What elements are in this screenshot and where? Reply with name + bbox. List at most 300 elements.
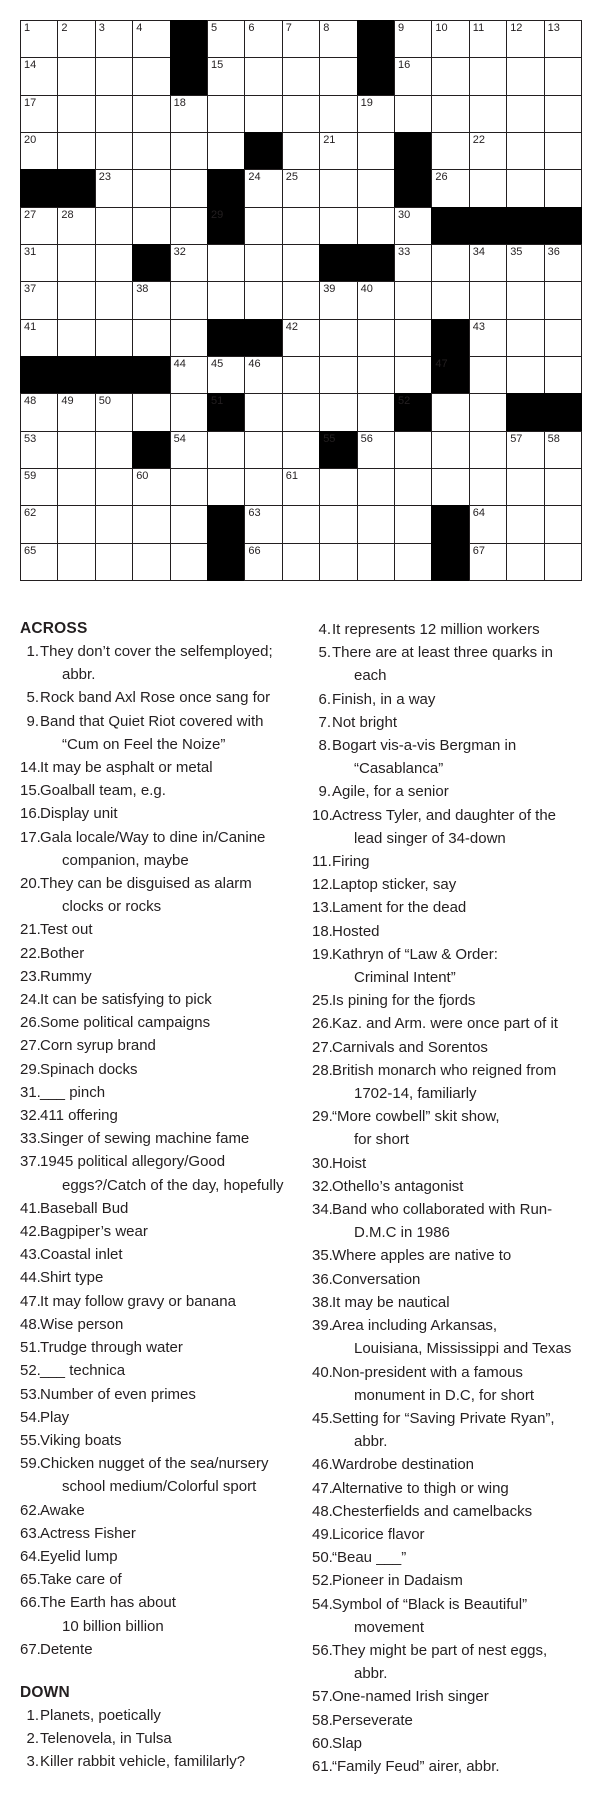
grid-cell[interactable] bbox=[95, 20, 133, 58]
grid-cell[interactable] bbox=[132, 20, 170, 58]
grid-cell[interactable] bbox=[319, 543, 357, 581]
cell-number: 57 bbox=[510, 432, 523, 445]
grid-cell[interactable] bbox=[357, 356, 395, 394]
grid-cell[interactable] bbox=[20, 393, 58, 431]
grid-cell[interactable] bbox=[282, 431, 320, 469]
grid-cell[interactable] bbox=[544, 132, 582, 170]
grid-cell[interactable] bbox=[506, 468, 544, 506]
grid-cell[interactable] bbox=[170, 169, 208, 207]
cell-number: 27 bbox=[24, 208, 37, 221]
down-clue-list bbox=[20, 1704, 295, 1774]
grid-cell[interactable] bbox=[20, 132, 58, 170]
grid-cell[interactable] bbox=[431, 431, 469, 469]
grid-cell[interactable] bbox=[506, 319, 544, 357]
grid-cell[interactable] bbox=[244, 468, 282, 506]
across-clue bbox=[20, 1011, 295, 1034]
cell-number: 42 bbox=[285, 320, 299, 333]
grid-cell[interactable] bbox=[544, 356, 582, 394]
grid-cell[interactable] bbox=[95, 169, 133, 207]
grid-cell[interactable] bbox=[469, 319, 507, 357]
black-square bbox=[357, 244, 395, 282]
grid-cell[interactable] bbox=[319, 57, 357, 95]
cell-number: 53 bbox=[24, 432, 37, 445]
grid-cell[interactable] bbox=[431, 20, 469, 58]
grid-cell[interactable] bbox=[469, 431, 507, 469]
grid-cell[interactable] bbox=[244, 169, 282, 207]
grid-cell[interactable] bbox=[357, 393, 395, 431]
cell-number: 43 bbox=[472, 320, 486, 333]
clue-text: ___ technica bbox=[40, 1362, 126, 1380]
grid-cell[interactable] bbox=[282, 57, 320, 95]
black-square bbox=[244, 319, 282, 357]
clue-number: 25. bbox=[312, 992, 333, 1010]
grid-cell[interactable] bbox=[207, 468, 245, 506]
grid-cell[interactable] bbox=[57, 431, 95, 469]
grid-cell[interactable] bbox=[170, 431, 208, 469]
grid-cell[interactable] bbox=[357, 95, 395, 133]
grid-cell[interactable] bbox=[544, 468, 582, 506]
grid-cell[interactable] bbox=[469, 132, 507, 170]
grid-cell[interactable] bbox=[431, 468, 469, 506]
clue-number: 47. bbox=[20, 1292, 41, 1310]
clue-text: movement bbox=[354, 1618, 425, 1636]
clue-number: 5. bbox=[318, 644, 331, 662]
grid-cell[interactable] bbox=[394, 543, 432, 581]
across-clue bbox=[20, 1197, 295, 1220]
grid-cell[interactable] bbox=[394, 57, 432, 95]
grid-cell[interactable] bbox=[244, 543, 282, 581]
grid-cell[interactable] bbox=[57, 132, 95, 170]
grid-cell[interactable] bbox=[282, 505, 320, 543]
grid-cell[interactable] bbox=[282, 393, 320, 431]
grid-cell[interactable] bbox=[469, 244, 507, 282]
grid-cell[interactable] bbox=[244, 356, 282, 394]
grid-cell[interactable] bbox=[319, 95, 357, 133]
grid-cell[interactable] bbox=[319, 207, 357, 245]
grid-cell[interactable] bbox=[544, 319, 582, 357]
clue-text: The Earth has about bbox=[40, 1594, 176, 1612]
clue-text: British monarch who reigned from bbox=[332, 1061, 557, 1079]
black-square bbox=[244, 132, 282, 170]
grid-cell[interactable] bbox=[357, 132, 395, 170]
grid-cell[interactable] bbox=[20, 207, 58, 245]
clue-text: Spinach docks bbox=[40, 1060, 138, 1078]
grid-cell[interactable] bbox=[20, 543, 58, 581]
grid-cell[interactable] bbox=[319, 319, 357, 357]
clue-number: 2. bbox=[26, 1730, 39, 1748]
grid-cell[interactable] bbox=[132, 207, 170, 245]
grid-cell[interactable] bbox=[506, 431, 544, 469]
clue-text: Agile, for a senior bbox=[332, 783, 449, 801]
grid-cell[interactable] bbox=[357, 468, 395, 506]
cell-number: 1 bbox=[24, 22, 31, 34]
down-clue bbox=[312, 989, 590, 1012]
grid-cell[interactable] bbox=[431, 57, 469, 95]
grid-cell[interactable] bbox=[506, 20, 544, 58]
cell-number: 18 bbox=[173, 96, 186, 109]
grid-cell[interactable] bbox=[357, 169, 395, 207]
down-clue bbox=[312, 711, 590, 734]
down-clue bbox=[312, 1314, 590, 1360]
across-clue bbox=[20, 1104, 295, 1127]
grid-cell[interactable] bbox=[20, 431, 58, 469]
grid-cell[interactable] bbox=[544, 57, 582, 95]
clue-text: for short bbox=[354, 1131, 410, 1149]
grid-cell[interactable] bbox=[132, 393, 170, 431]
grid-cell[interactable] bbox=[170, 468, 208, 506]
black-square bbox=[319, 244, 357, 282]
down-clue bbox=[312, 618, 590, 641]
clue-number: 46. bbox=[312, 1456, 333, 1474]
clue-text: companion, maybe bbox=[62, 851, 189, 869]
grid-cell[interactable] bbox=[319, 20, 357, 58]
clue-text: abbr. bbox=[354, 1665, 388, 1683]
grid-cell[interactable] bbox=[394, 20, 432, 58]
clue-column-left bbox=[20, 618, 295, 1774]
clue-text: Chesterfields and camelbacks bbox=[332, 1502, 533, 1520]
grid-cell[interactable] bbox=[244, 20, 282, 58]
across-clue bbox=[20, 802, 295, 825]
grid-cell[interactable] bbox=[394, 431, 432, 469]
clue-text: Coastal inlet bbox=[40, 1246, 123, 1264]
across-clue bbox=[20, 1127, 295, 1150]
down-heading: DOWN bbox=[20, 1683, 70, 1701]
cell-number: 61 bbox=[285, 470, 299, 482]
cell-number: 66 bbox=[248, 544, 261, 557]
grid-cell[interactable] bbox=[207, 95, 245, 133]
black-square bbox=[544, 207, 582, 245]
grid-cell[interactable] bbox=[20, 505, 58, 543]
clue-number: 67. bbox=[20, 1640, 41, 1658]
grid-cell[interactable] bbox=[431, 244, 469, 282]
grid-cell[interactable] bbox=[207, 132, 245, 170]
grid-cell[interactable] bbox=[282, 468, 320, 506]
grid-cell[interactable] bbox=[20, 244, 58, 282]
clue-text: Othello’s antagonist bbox=[332, 1177, 464, 1195]
clue-number: 47. bbox=[312, 1479, 333, 1497]
grid-cell[interactable] bbox=[469, 468, 507, 506]
grid-cell[interactable] bbox=[544, 543, 582, 581]
grid-cell[interactable] bbox=[207, 20, 245, 58]
grid-cell[interactable] bbox=[357, 543, 395, 581]
grid-cell[interactable] bbox=[506, 169, 544, 207]
grid-cell[interactable] bbox=[469, 393, 507, 431]
grid-cell[interactable] bbox=[244, 95, 282, 133]
cell-number: 54 bbox=[173, 432, 186, 445]
grid-cell[interactable] bbox=[282, 95, 320, 133]
clue-number: 61. bbox=[312, 1757, 333, 1775]
grid-cell[interactable] bbox=[319, 505, 357, 543]
clue-text: 411 offering bbox=[40, 1107, 118, 1125]
across-clue bbox=[20, 965, 295, 988]
grid-cell[interactable] bbox=[132, 281, 170, 319]
across-clue bbox=[20, 686, 295, 709]
clue-number: 66. bbox=[20, 1594, 41, 1612]
cell-number: 19 bbox=[360, 96, 373, 109]
grid-cell[interactable] bbox=[132, 95, 170, 133]
grid-cell[interactable] bbox=[506, 543, 544, 581]
grid-cell[interactable] bbox=[469, 57, 507, 95]
clue-number: 56. bbox=[312, 1641, 333, 1659]
down-clue bbox=[312, 1732, 590, 1755]
grid-cell[interactable] bbox=[132, 132, 170, 170]
clue-text: Hoist bbox=[332, 1154, 367, 1172]
down-clue bbox=[312, 1012, 590, 1035]
grid-cell[interactable] bbox=[170, 207, 208, 245]
grid-cell[interactable] bbox=[170, 393, 208, 431]
grid-cell[interactable] bbox=[207, 244, 245, 282]
grid-cell[interactable] bbox=[431, 95, 469, 133]
cell-number: 64 bbox=[472, 507, 486, 520]
grid-cell[interactable] bbox=[469, 169, 507, 207]
grid-cell[interactable] bbox=[95, 543, 133, 581]
grid-cell[interactable] bbox=[207, 431, 245, 469]
grid-cell[interactable] bbox=[282, 319, 320, 357]
clue-text: Take care of bbox=[40, 1571, 122, 1589]
grid-cell[interactable] bbox=[132, 319, 170, 357]
grid-cell[interactable] bbox=[319, 281, 357, 319]
grid-cell[interactable] bbox=[469, 356, 507, 394]
grid-cell[interactable] bbox=[95, 244, 133, 282]
cell-number: 34 bbox=[472, 246, 486, 258]
grid-cell[interactable] bbox=[170, 543, 208, 581]
black-square bbox=[506, 207, 544, 245]
clue-number: 62. bbox=[20, 1501, 41, 1519]
grid-cell[interactable] bbox=[357, 207, 395, 245]
clue-text: Corn syrup brand bbox=[40, 1037, 156, 1055]
grid-cell[interactable] bbox=[20, 281, 58, 319]
grid-cell[interactable] bbox=[57, 281, 95, 319]
grid-cell[interactable] bbox=[394, 505, 432, 543]
grid-cell[interactable] bbox=[57, 207, 95, 245]
grid-cell[interactable] bbox=[170, 356, 208, 394]
clue-text: D.M.C in 1986 bbox=[354, 1224, 450, 1242]
grid-cell[interactable] bbox=[57, 543, 95, 581]
cell-number: 56 bbox=[360, 432, 373, 445]
grid-cell[interactable] bbox=[170, 244, 208, 282]
down-clue bbox=[312, 1755, 590, 1778]
grid-cell[interactable] bbox=[57, 393, 95, 431]
grid-cell[interactable] bbox=[319, 468, 357, 506]
across-clue-list bbox=[20, 640, 295, 1661]
clue-text: Licorice flavor bbox=[332, 1525, 425, 1543]
cell-number: 23 bbox=[98, 171, 112, 184]
grid-cell[interactable] bbox=[57, 57, 95, 95]
clue-text: Chicken nugget of the sea/nursery bbox=[40, 1455, 269, 1473]
clue-text: One-named Irish singer bbox=[332, 1688, 489, 1706]
grid-cell[interactable] bbox=[394, 468, 432, 506]
grid-cell[interactable] bbox=[95, 468, 133, 506]
across-clue bbox=[20, 710, 295, 756]
grid-cell[interactable] bbox=[244, 57, 282, 95]
grid-cell[interactable] bbox=[394, 319, 432, 357]
grid-cell[interactable] bbox=[282, 281, 320, 319]
clue-text: Goalball team, e.g. bbox=[40, 782, 166, 800]
grid-cell[interactable] bbox=[95, 132, 133, 170]
grid-cell[interactable] bbox=[57, 468, 95, 506]
grid-cell[interactable] bbox=[282, 244, 320, 282]
grid-cell[interactable] bbox=[319, 356, 357, 394]
cell-number: 24 bbox=[248, 171, 261, 184]
grid-cell[interactable] bbox=[544, 431, 582, 469]
down-clue bbox=[312, 1593, 590, 1639]
grid-cell[interactable] bbox=[244, 244, 282, 282]
clue-text: “More cowbell” skit show, bbox=[332, 1108, 500, 1126]
grid-cell[interactable] bbox=[282, 132, 320, 170]
black-square bbox=[170, 20, 208, 58]
down-clue bbox=[312, 1569, 590, 1592]
grid-cell[interactable] bbox=[544, 95, 582, 133]
grid-cell[interactable] bbox=[506, 57, 544, 95]
grid-cell[interactable] bbox=[469, 543, 507, 581]
grid-cell[interactable] bbox=[132, 57, 170, 95]
down-clue bbox=[312, 896, 590, 919]
grid-cell[interactable] bbox=[506, 356, 544, 394]
black-square bbox=[357, 20, 395, 58]
cell-number: 37 bbox=[24, 283, 37, 296]
clue-number: 60. bbox=[312, 1734, 333, 1752]
grid-cell[interactable] bbox=[57, 319, 95, 357]
grid-cell[interactable] bbox=[132, 169, 170, 207]
grid-cell[interactable] bbox=[207, 356, 245, 394]
across-clue bbox=[20, 1568, 295, 1591]
grid-cell[interactable] bbox=[319, 393, 357, 431]
grid-cell[interactable] bbox=[95, 281, 133, 319]
grid-cell[interactable] bbox=[394, 95, 432, 133]
grid-cell[interactable] bbox=[544, 281, 582, 319]
grid-cell[interactable] bbox=[244, 431, 282, 469]
grid-cell[interactable] bbox=[469, 281, 507, 319]
grid-cell[interactable] bbox=[95, 505, 133, 543]
grid-cell[interactable] bbox=[544, 169, 582, 207]
cell-number: 40 bbox=[360, 283, 373, 296]
grid-cell[interactable] bbox=[95, 431, 133, 469]
black-square bbox=[20, 169, 58, 207]
grid-cell[interactable] bbox=[544, 20, 582, 58]
grid-cell[interactable] bbox=[20, 468, 58, 506]
grid-cell[interactable] bbox=[319, 169, 357, 207]
black-square bbox=[207, 319, 245, 357]
grid-cell[interactable] bbox=[282, 207, 320, 245]
grid-cell[interactable] bbox=[95, 319, 133, 357]
grid-cell[interactable] bbox=[431, 132, 469, 170]
down-clue bbox=[312, 734, 590, 780]
clue-number: 42. bbox=[20, 1223, 41, 1241]
grid-cell[interactable] bbox=[20, 95, 58, 133]
grid-cell[interactable] bbox=[319, 132, 357, 170]
clue-text: abbr. bbox=[354, 1433, 388, 1451]
grid-cell[interactable] bbox=[170, 319, 208, 357]
clue-text: Where apples are native to bbox=[332, 1247, 512, 1265]
grid-cell[interactable] bbox=[95, 207, 133, 245]
grid-cell[interactable] bbox=[357, 431, 395, 469]
grid-cell[interactable] bbox=[95, 57, 133, 95]
grid-cell[interactable] bbox=[282, 169, 320, 207]
clue-text: Rock band Axl Rose once sang for bbox=[40, 689, 271, 707]
clue-text: 1945 political allegory/Good bbox=[40, 1153, 226, 1171]
grid-cell[interactable] bbox=[282, 356, 320, 394]
grid-cell[interactable] bbox=[544, 244, 582, 282]
grid-cell[interactable] bbox=[95, 393, 133, 431]
cell-number: 4 bbox=[136, 22, 143, 34]
grid-cell[interactable] bbox=[20, 319, 58, 357]
grid-cell[interactable] bbox=[431, 281, 469, 319]
grid-cell[interactable] bbox=[244, 207, 282, 245]
grid-cell[interactable] bbox=[506, 244, 544, 282]
grid-cell[interactable] bbox=[506, 95, 544, 133]
grid-cell[interactable] bbox=[394, 244, 432, 282]
grid-cell[interactable] bbox=[207, 281, 245, 319]
grid-cell[interactable] bbox=[544, 505, 582, 543]
grid-cell[interactable] bbox=[132, 468, 170, 506]
grid-cell[interactable] bbox=[394, 356, 432, 394]
clue-number: 58. bbox=[312, 1711, 333, 1729]
grid-cell[interactable] bbox=[132, 505, 170, 543]
grid-cell[interactable] bbox=[244, 505, 282, 543]
cell-number: 50 bbox=[98, 395, 112, 408]
clue-number: 64. bbox=[20, 1547, 41, 1565]
down-clue bbox=[312, 1500, 590, 1523]
grid-cell[interactable] bbox=[170, 132, 208, 170]
grid-cell[interactable] bbox=[357, 319, 395, 357]
down-clue bbox=[312, 1059, 590, 1105]
black-square bbox=[132, 244, 170, 282]
grid-cell[interactable] bbox=[207, 57, 245, 95]
grid-cell[interactable] bbox=[394, 207, 432, 245]
grid-cell[interactable] bbox=[469, 505, 507, 543]
grid-cell[interactable] bbox=[282, 543, 320, 581]
cell-number: 15 bbox=[211, 59, 224, 72]
grid-cell[interactable] bbox=[57, 505, 95, 543]
clue-text: Area including Arkansas, bbox=[332, 1317, 498, 1335]
clue-text: Symbol of “Black is Beautiful” bbox=[332, 1595, 528, 1613]
clue-number: 50. bbox=[312, 1549, 333, 1567]
grid-cell[interactable] bbox=[394, 281, 432, 319]
grid-cell[interactable] bbox=[20, 57, 58, 95]
down-clue bbox=[312, 1546, 590, 1569]
clue-number: 63. bbox=[20, 1524, 41, 1542]
grid-cell[interactable] bbox=[506, 132, 544, 170]
clue-number: 22. bbox=[20, 944, 41, 962]
clue-text: It may follow gravy or banana bbox=[40, 1292, 236, 1310]
across-clue bbox=[20, 1150, 295, 1196]
grid-cell[interactable] bbox=[357, 505, 395, 543]
cell-number: 55 bbox=[323, 432, 336, 445]
down-clue bbox=[312, 1709, 590, 1732]
grid-cell[interactable] bbox=[469, 20, 507, 58]
grid-cell[interactable] bbox=[431, 169, 469, 207]
grid-cell[interactable] bbox=[282, 20, 320, 58]
grid-cell[interactable] bbox=[469, 95, 507, 133]
grid-cell[interactable] bbox=[170, 505, 208, 543]
clue-text: Test out bbox=[40, 921, 93, 939]
grid-cell[interactable] bbox=[57, 20, 95, 58]
grid-cell[interactable] bbox=[57, 244, 95, 282]
grid-cell[interactable] bbox=[357, 281, 395, 319]
grid-cell[interactable] bbox=[57, 95, 95, 133]
grid-cell[interactable] bbox=[95, 95, 133, 133]
grid-cell[interactable] bbox=[244, 393, 282, 431]
grid-cell[interactable] bbox=[506, 505, 544, 543]
grid-cell[interactable] bbox=[170, 281, 208, 319]
grid-cell[interactable] bbox=[20, 20, 58, 58]
grid-cell[interactable] bbox=[244, 281, 282, 319]
grid-cell[interactable] bbox=[170, 95, 208, 133]
grid-cell[interactable] bbox=[431, 393, 469, 431]
grid-cell[interactable] bbox=[506, 281, 544, 319]
grid-cell[interactable] bbox=[132, 543, 170, 581]
cell-number: 48 bbox=[24, 395, 37, 408]
